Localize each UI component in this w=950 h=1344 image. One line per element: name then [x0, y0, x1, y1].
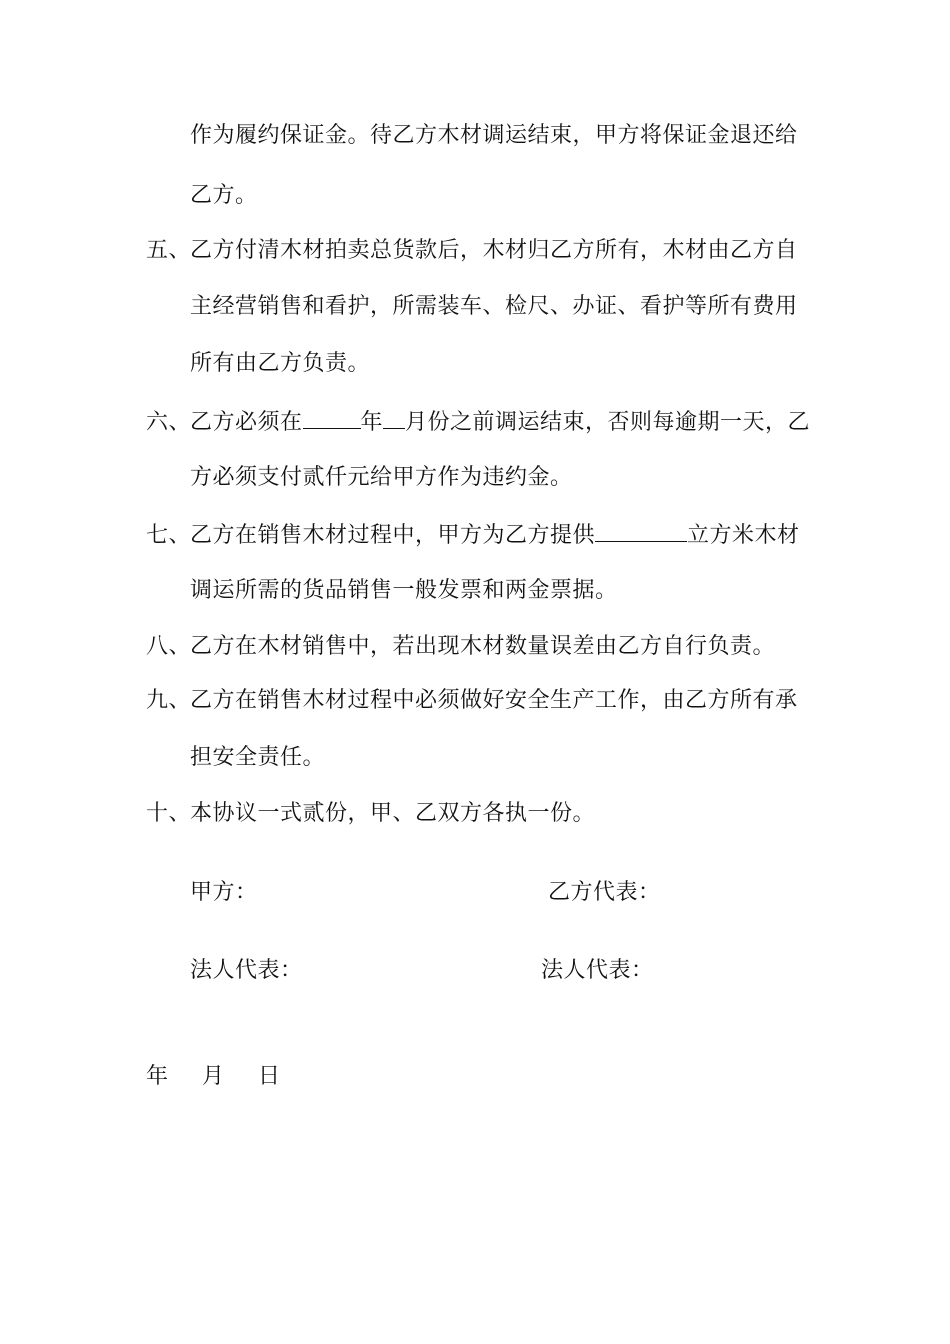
clause-6-text-b: 年 [360, 410, 384, 435]
legal-rep-a-label: 法人代表： [190, 958, 303, 983]
clause-10-text: 本协议一式贰份，甲、乙双方各执一份。 [190, 801, 596, 826]
clause-10-number: 十、 [146, 801, 192, 826]
clause-5-line-2: 主经营销售和看护，所需装车、检尺、办证、看护等所有费用 [190, 294, 798, 319]
clause-6-line-1 [146, 406, 810, 438]
clause-5-number: 五、 [146, 238, 192, 263]
signing-date [146, 1062, 281, 1092]
clause-10-line-1 [146, 799, 595, 829]
date-month-label: 月 [202, 1064, 225, 1089]
clause-7-line-2: 调运所需的货品销售一般发票和两金票据。 [190, 578, 618, 603]
clause-7-text-b: 立方米木材 [687, 523, 800, 548]
clause-9-line-2: 担安全责任。 [190, 745, 326, 770]
clause-8-line-1 [146, 632, 775, 662]
month-blank [383, 406, 405, 429]
clause-7-number: 七、 [146, 523, 192, 548]
clause-5-text: 乙方付清木材拍卖总货款后，木材归乙方所有，木材由乙方自 [190, 238, 798, 263]
clause-6-number: 六、 [146, 410, 192, 435]
clause-6-text-a: 乙方必须在 [190, 410, 303, 435]
clause-6-line-2: 方必须支付贰仟元给甲方作为违约金。 [190, 465, 573, 490]
clause-9-number: 九、 [146, 688, 192, 713]
volume-blank [595, 519, 687, 542]
party-b-rep-label: 乙方代表： [548, 880, 661, 905]
date-year-label: 年 [146, 1064, 169, 1089]
clause-7-text-a: 乙方在销售木材过程中，甲方为乙方提供 [190, 523, 596, 548]
clause-8-text: 乙方在木材销售中，若出现木材数量误差由乙方自行负责。 [190, 634, 776, 659]
year-blank [303, 406, 361, 429]
clause-6-text-c: 月份之前调运结束，否则每逾期一天，乙 [405, 410, 811, 435]
legal-rep-b-label: 法人代表： [541, 958, 654, 983]
party-a-label: 甲方： [190, 880, 258, 905]
continued-clause-line-2: 乙方。 [190, 183, 258, 208]
clause-9-line-1 [146, 686, 798, 716]
date-day-label: 日 [258, 1064, 281, 1089]
continued-clause-line-1: 作为履约保证金。待乙方木材调运结束，甲方将保证金退还给 [190, 123, 798, 148]
clause-7-line-1 [146, 519, 800, 551]
clause-8-number: 八、 [146, 634, 192, 659]
clause-5-line-3: 所有由乙方负责。 [190, 351, 371, 376]
clause-5-line-1 [146, 236, 798, 266]
clause-9-text: 乙方在销售木材过程中必须做好安全生产工作，由乙方所有承 [190, 688, 798, 713]
